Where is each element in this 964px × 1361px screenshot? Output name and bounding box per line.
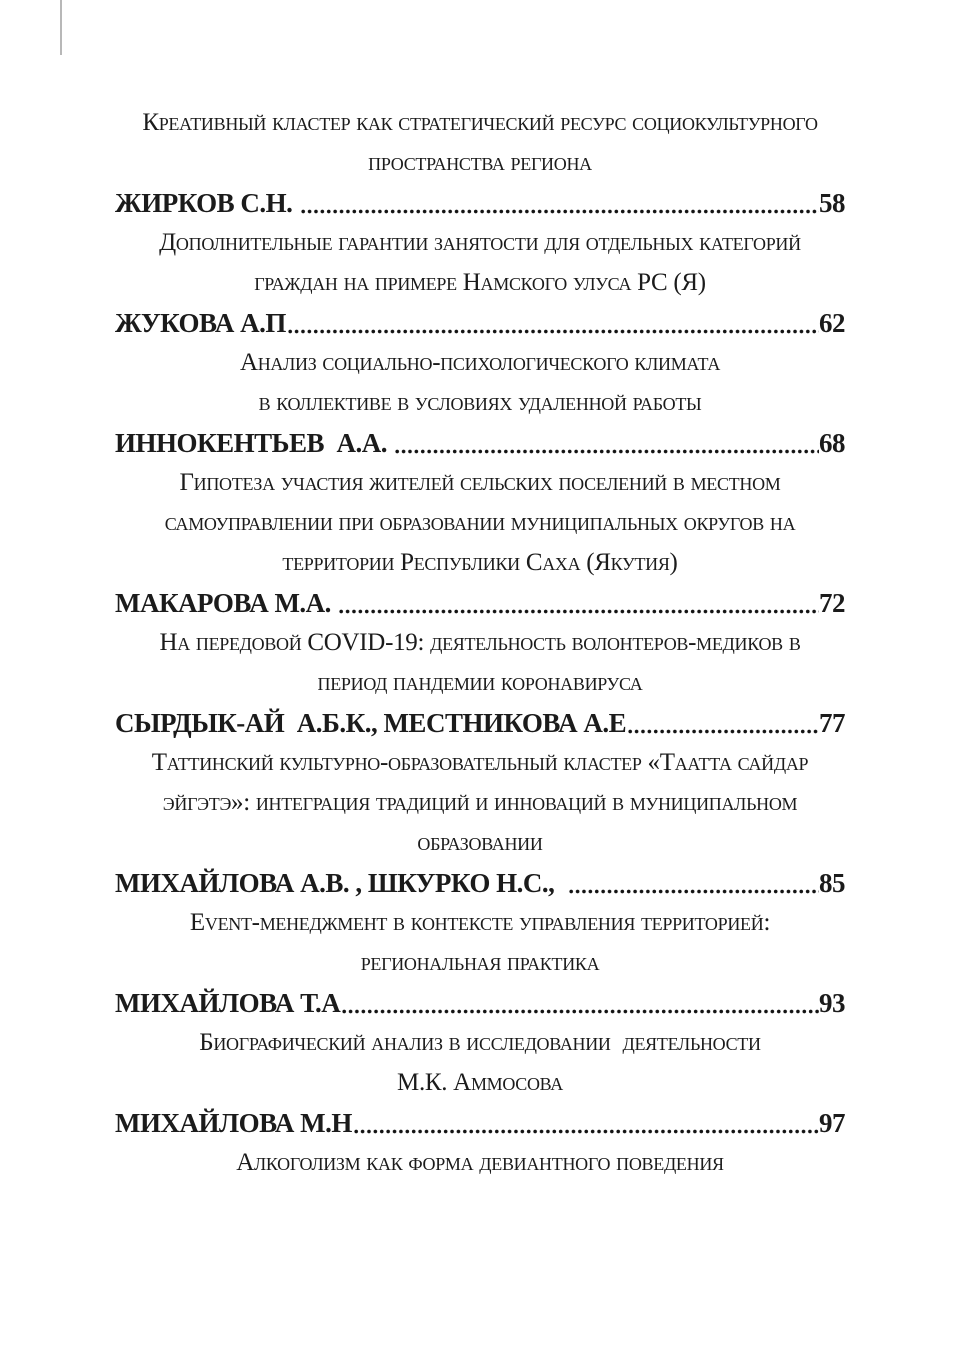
- page-number: 72: [819, 588, 845, 618]
- page-number: 77: [819, 708, 845, 738]
- toc-entry-author-row: [115, 863, 845, 903]
- toc-entry-author-row: [115, 983, 845, 1023]
- author-names: МИХАЙЛОВА Т.А: [115, 988, 341, 1018]
- dot-leader: [393, 423, 819, 463]
- article-title-line: территории Республики Саха (Якутия): [282, 549, 678, 576]
- dot-leader: [626, 703, 819, 743]
- page-number: 62: [819, 308, 845, 338]
- article-title-line: На передовой COVID-19: деятельность волонтеров-медиков в: [159, 629, 801, 656]
- dot-leader: [337, 583, 819, 623]
- toc-content: [115, 103, 845, 1183]
- article-title-line: Креативный кластер как стратегический ресурс социокультурного: [142, 109, 818, 136]
- page-number: 93: [819, 988, 845, 1018]
- article-title-line: граждан на примере Намского улуса РС (Я): [254, 269, 706, 296]
- article-title-line: Таттинский культурно-образовательный кластер «Таатта сайдар: [151, 749, 809, 776]
- article-title-line: Биографический анализ в исследовании деятельности: [199, 1029, 761, 1056]
- toc-entry-author-row: [115, 423, 845, 463]
- article-title-line: в коллективе в условиях удаленной работы: [258, 389, 702, 416]
- author-names: МИХАЙЛОВА М.Н: [115, 1108, 352, 1138]
- toc-entry-author-row: [115, 1103, 845, 1143]
- author-names: ЖУКОВА А.П: [115, 308, 286, 338]
- article-title-line: самоуправлении при образовании муниципальных округов на: [164, 509, 796, 536]
- article-title-line: образовании: [417, 829, 543, 856]
- dot-leader: [352, 1103, 819, 1143]
- toc-entry-author-row: [115, 703, 845, 743]
- article-title-line: пространства региона: [368, 149, 592, 176]
- article-title-line: Дополнительные гарантии занятости для отдельных категорий: [159, 229, 801, 256]
- scan-artifact-line: [60, 0, 62, 55]
- dot-leader: [340, 983, 819, 1023]
- page-number: 85: [819, 868, 845, 898]
- author-names: ИННОКЕНТЬЕВ А.А.: [115, 428, 394, 458]
- page-number: 68: [819, 428, 845, 458]
- author-names: МИХАЙЛОВА А.В. , ШКУРКО Н.С.,: [115, 868, 567, 898]
- article-title-line: Анализ социально-психологического климата: [239, 349, 721, 376]
- author-names: МАКАРОВА М.А.: [115, 588, 338, 618]
- article-title-line: Алкоголизм как форма девиантного поведения: [236, 1149, 724, 1176]
- article-title-line: Гипотеза участия жителей сельских поселений в местном: [179, 469, 781, 496]
- author-names: ЖИРКОВ С.Н.: [115, 188, 299, 218]
- article-title-line: М.К. Аммосова: [397, 1069, 563, 1096]
- dot-leader: [286, 303, 819, 343]
- toc-entry-author-row: [115, 183, 845, 223]
- dot-leader: [567, 863, 819, 903]
- page-number: 58: [819, 188, 845, 218]
- article-title-line: эйгэтэ»: интеграция традиций и инноваций в муниципальном: [162, 789, 798, 816]
- dot-leader: [299, 183, 819, 223]
- article-title-line: период пандемии коронавируса: [317, 669, 643, 696]
- toc-entry-author-row: [115, 583, 845, 623]
- author-names: СЫРДЫК-АЙ А.Б.К., МЕСТНИКОВА А.Е: [115, 708, 627, 738]
- toc-entry-author-row: [115, 303, 845, 343]
- page-number: 97: [819, 1108, 845, 1138]
- article-title-line: региональная практика: [360, 949, 600, 976]
- article-title-line: Event-менеджмент в контексте управления территорией:: [189, 909, 771, 936]
